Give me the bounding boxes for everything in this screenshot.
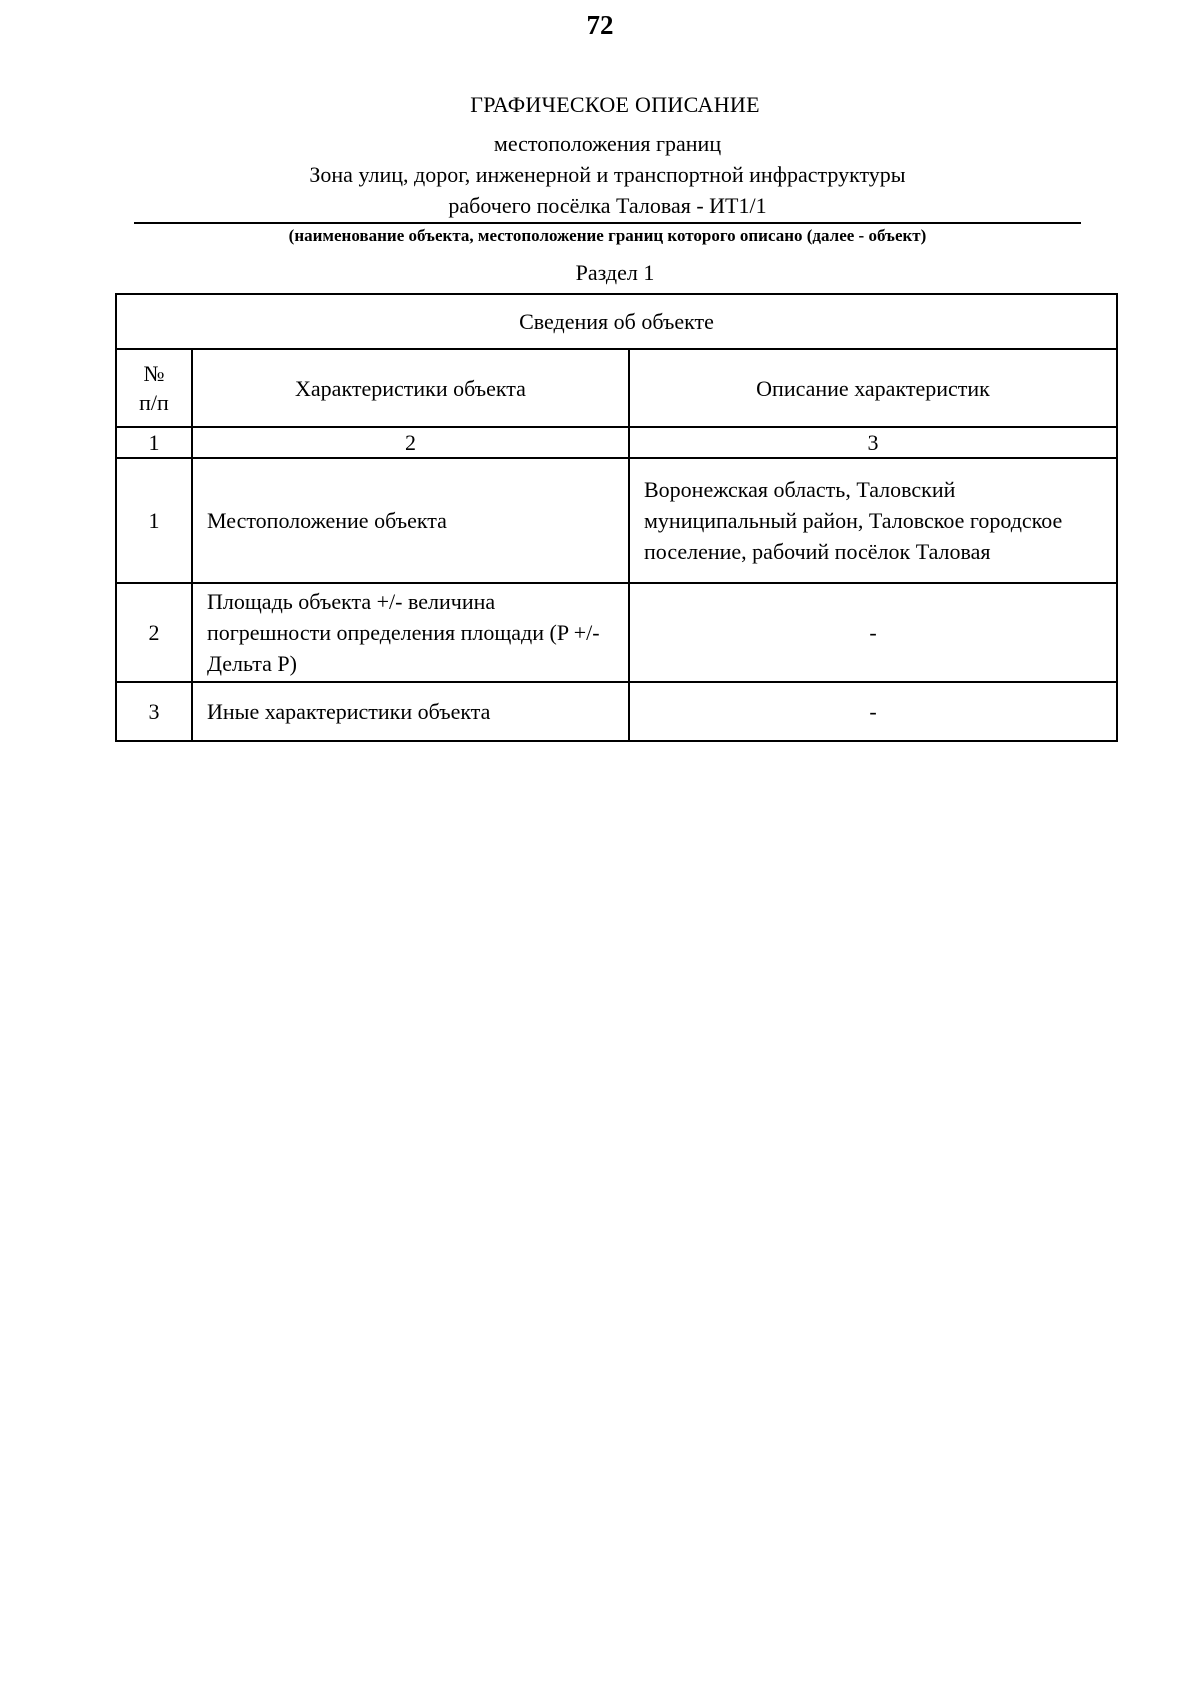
header-description: Описание характеристик [629,349,1117,427]
page-number: 72 [586,10,614,40]
table-header-row [116,349,1117,427]
row-characteristic: Иные характеристики объекта [192,682,629,741]
row-number: 1 [116,458,192,583]
table-caption-row [116,294,1117,349]
header-num [116,349,192,427]
object-info-table [115,293,1118,742]
row-characteristic: Площадь объекта +/- величина погрешности определения площади (P +/- Дельта P) [192,583,629,682]
underline-rule [134,222,1081,224]
index-cell-3: 3 [629,427,1117,458]
row-description: Воронежская область, Таловский муниципальный район, Таловское городское поселение, рабочий посёлок Таловая [629,458,1117,583]
header-characteristics: Характеристики объекта [192,349,629,427]
header-num-line2: п/п [139,390,169,415]
table-index-row [116,427,1117,458]
index-cell-1: 1 [116,427,192,458]
object-name-caption: (наименование объекта, местоположение границ которого описано (далее - объект) [288,226,927,245]
row-description: - [629,583,1117,682]
row-characteristic: Местоположение объекта [192,458,629,583]
subtitle-line-2: Зона улиц, дорог, инженерной и транспортной инфраструктуры [309,162,906,187]
subtitle-line-3: рабочего посёлка Таловая - ИТ1/1 [448,193,767,218]
subtitle-line-1: местоположения границ [493,131,722,156]
row-number: 3 [116,682,192,741]
table-caption: Сведения об объекте [116,294,1117,349]
object-name-block [134,128,1081,221]
section-label: Раздел 1 [575,260,655,285]
header-num-line1: № [143,361,165,386]
table-row [116,458,1117,583]
document-title: ГРАФИЧЕСКОЕ ОПИСАНИЕ [470,92,760,117]
row-description: - [629,682,1117,741]
row-number: 2 [116,583,192,682]
index-cell-2: 2 [192,427,629,458]
table-row [116,682,1117,741]
table-row [116,583,1117,682]
